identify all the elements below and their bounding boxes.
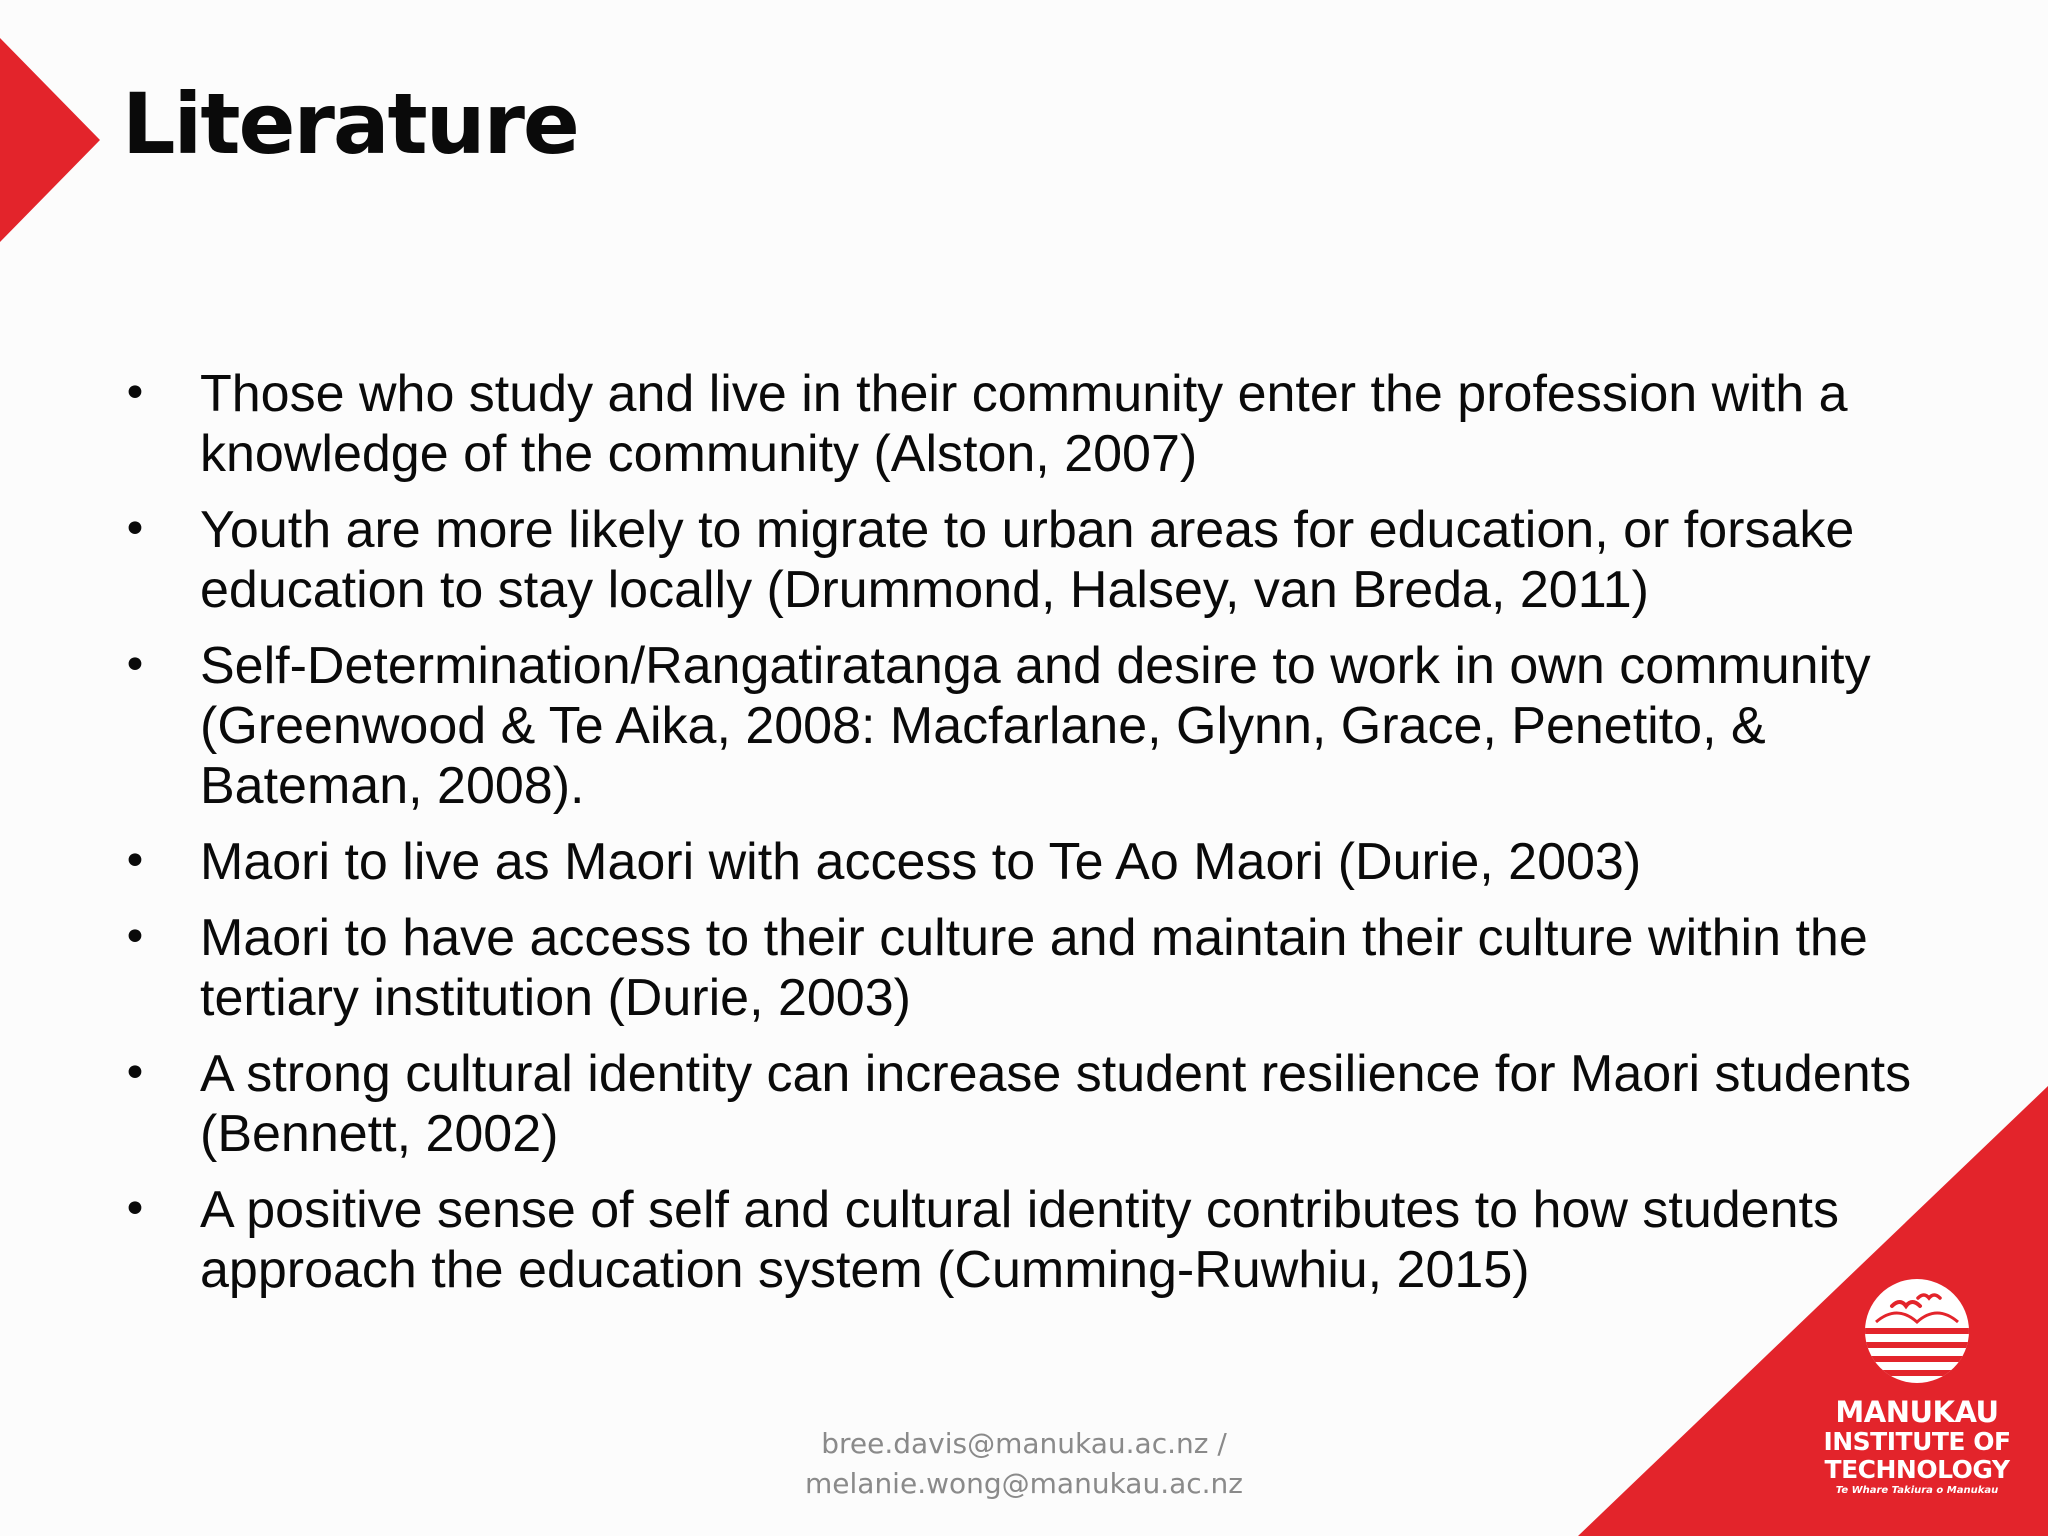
footer-email-line-2: melanie.wong@manukau.ac.nz — [805, 1467, 1243, 1500]
footer-email-line-1: bree.davis@manukau.ac.nz / — [821, 1427, 1227, 1460]
bullet-item — [122, 832, 1922, 892]
birds-over-waves-emblem-icon — [1862, 1276, 1972, 1386]
logo-tagline: Te Whare Takiura o Manukau — [1835, 1485, 1999, 1496]
bullet-icon: • — [122, 912, 148, 963]
bullet-item — [122, 500, 1922, 620]
bullet-icon: • — [122, 836, 148, 887]
bullet-icon: • — [122, 1184, 148, 1235]
logo-text-line-2: INSTITUTE OF — [1823, 1427, 2011, 1456]
corner-triangle-decoration — [0, 0, 110, 260]
bullet-item — [122, 364, 1922, 484]
bullet-icon: • — [122, 368, 148, 419]
bullet-text: Those who study and live in their community enter the profession with a knowledge of the community (Alston, 2007) — [200, 365, 1848, 483]
logo-text-line-3: TECHNOLOGY — [1824, 1455, 2010, 1484]
bullet-item — [122, 636, 1922, 816]
bullet-text: A positive sense of self and cultural identity contributes to how students approach the education system (Cumming-Ruwhiu, 2015) — [200, 1181, 1839, 1299]
bullet-text: Maori to have access to their culture and maintain their culture within the tertiary institution (Durie, 2003) — [200, 909, 1868, 1027]
logo-text-line-1: MANUKAU — [1835, 1395, 1999, 1429]
bullet-text: Maori to live as Maori with access to Te Ao Maori (Durie, 2003) — [200, 833, 1642, 891]
bullet-icon: • — [122, 640, 148, 691]
bullet-text: A strong cultural identity can increase student resilience for Maori students (Bennett, 2002) — [200, 1045, 1912, 1163]
bullet-text: Youth are more likely to migrate to urban areas for education, or forsake education to stay locally (Drummond, Halsey, van Breda, 2011) — [200, 501, 1855, 619]
bullet-icon: • — [122, 1048, 148, 1099]
bullet-icon: • — [122, 504, 148, 555]
bullet-text: Self-Determination/Rangatiratanga and desire to work in own community (Greenwood & Te Aika, 2008: Macfarlane, Glynn, Grace, Penetito, & Bateman, 2008). — [200, 637, 1871, 815]
footer-contact — [0, 1424, 2048, 1504]
bullet-item — [122, 908, 1922, 1028]
slide-title: Literature — [122, 75, 578, 173]
